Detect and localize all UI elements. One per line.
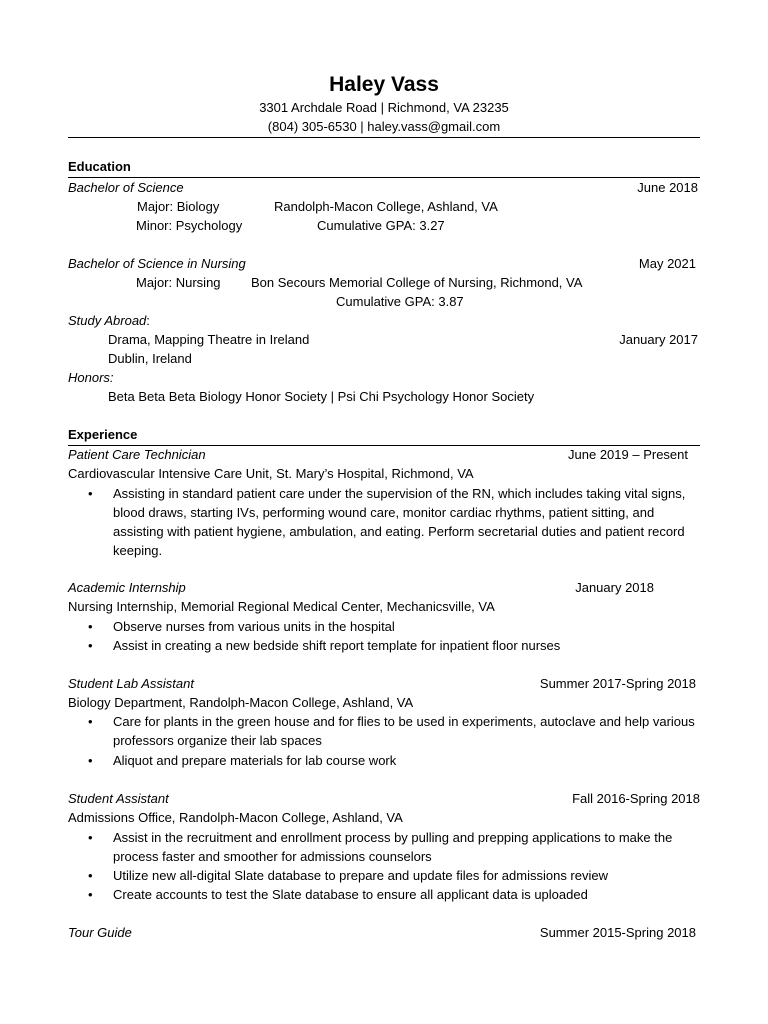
abroad-program: Drama, Mapping Theatre in Ireland: [108, 332, 310, 347]
job-date: January 2018: [575, 580, 654, 595]
job-bullet: Aliquot and prepare materials for lab course work: [113, 753, 397, 768]
bsn-major: Major: Nursing: [136, 275, 221, 290]
contact-line: (804) 305-6530 | haley.vass@gmail.com: [267, 119, 501, 134]
bs-degree: Bachelor of Science: [68, 180, 184, 195]
bullet-icon: •: [88, 714, 93, 729]
job-title: Student Assistant: [68, 791, 169, 806]
bsn-school: Bon Secours Memorial College of Nursing, Richmond, VA: [251, 275, 583, 290]
job-date: Summer 2017-Spring 2018: [539, 676, 696, 691]
honors-label: Honors:: [68, 370, 114, 385]
job-title: Patient Care Technician: [68, 447, 206, 462]
bullet-icon: •: [88, 830, 93, 845]
job-title: Student Lab Assistant: [68, 676, 194, 691]
bullet-icon: •: [88, 638, 93, 653]
job-bullet: Create accounts to test the Slate database to ensure all applicant data is uploaded: [113, 887, 588, 902]
job-org: Cardiovascular Intensive Care Unit, St. Mary’s Hospital, Richmond, VA: [68, 466, 474, 481]
bsn-degree: Bachelor of Science in Nursing: [68, 256, 246, 271]
bullet-icon: •: [88, 486, 93, 501]
job-date: Fall 2016-Spring 2018: [572, 791, 700, 806]
job-bullet: Assist in the recruitment and enrollment process by pulling and prepping applications to make the process faster and smoother for admissions counselors: [113, 830, 673, 864]
job-bullet: Care for plants in the green house and for flies to be used in experiments, autoclave and help various professors organize their lab spaces: [113, 714, 695, 748]
job-date: Summer 2015-Spring 2018: [539, 925, 696, 940]
job-title: Tour Guide: [68, 925, 132, 940]
job-bullet: Utilize new all-digital Slate database to prepare and update files for admissions review: [113, 868, 608, 883]
bullet-icon: •: [88, 619, 93, 634]
job-bullet: Observe nurses from various units in the hospital: [113, 619, 395, 634]
job-org: Biology Department, Randolph-Macon College, Ashland, VA: [68, 695, 414, 710]
study-abroad-label: [68, 311, 150, 330]
abroad-date: January 2017: [619, 332, 698, 347]
bsn-date: May 2021: [638, 256, 696, 271]
job-date: June 2019 – Present: [568, 447, 688, 462]
bullet-icon: •: [88, 887, 93, 902]
job-bullet: Assist in creating a new bedside shift report template for inpatient floor nurses: [113, 638, 561, 653]
bs-minor: Minor: Psychology: [136, 218, 243, 233]
study-abroad-label-text: Study Abroad: [68, 313, 147, 328]
education-heading: Education: [68, 159, 131, 174]
bullet-icon: •: [88, 753, 93, 768]
study-abroad-colon: :: [146, 313, 150, 328]
bs-school: Randolph-Macon College, Ashland, VA: [274, 199, 498, 214]
experience-heading: Experience: [68, 427, 138, 442]
job-title: Academic Internship: [68, 580, 186, 595]
honors-text: Beta Beta Beta Biology Honor Society | Psi Chi Psychology Honor Society: [108, 389, 535, 404]
job-org: Admissions Office, Randolph-Macon College, Ashland, VA: [68, 810, 403, 825]
resume-name: Haley Vass: [329, 73, 439, 96]
bs-gpa: Cumulative GPA: 3.27: [317, 218, 445, 233]
bullet-icon: •: [88, 868, 93, 883]
address-line: 3301 Archdale Road | Richmond, VA 23235: [259, 100, 509, 115]
job-bullet: Assisting in standard patient care under the supervision of the RN, which includes taking vital signs, blood draws, starting IVs, performing wound care, monitor cardiac rhythms, patient sitting, and assisting with patient hygiene, ambulation, and eating. Perform secretarial duties and patient record keeping.: [113, 486, 686, 558]
bs-major: Major: Biology: [137, 199, 220, 214]
bsn-gpa: Cumulative GPA: 3.87: [336, 294, 464, 309]
header-divider: [68, 137, 700, 138]
job-org: Nursing Internship, Memorial Regional Medical Center, Mechanicsville, VA: [68, 599, 495, 614]
abroad-location: Dublin, Ireland: [108, 351, 192, 366]
bs-date: June 2018: [637, 180, 698, 195]
